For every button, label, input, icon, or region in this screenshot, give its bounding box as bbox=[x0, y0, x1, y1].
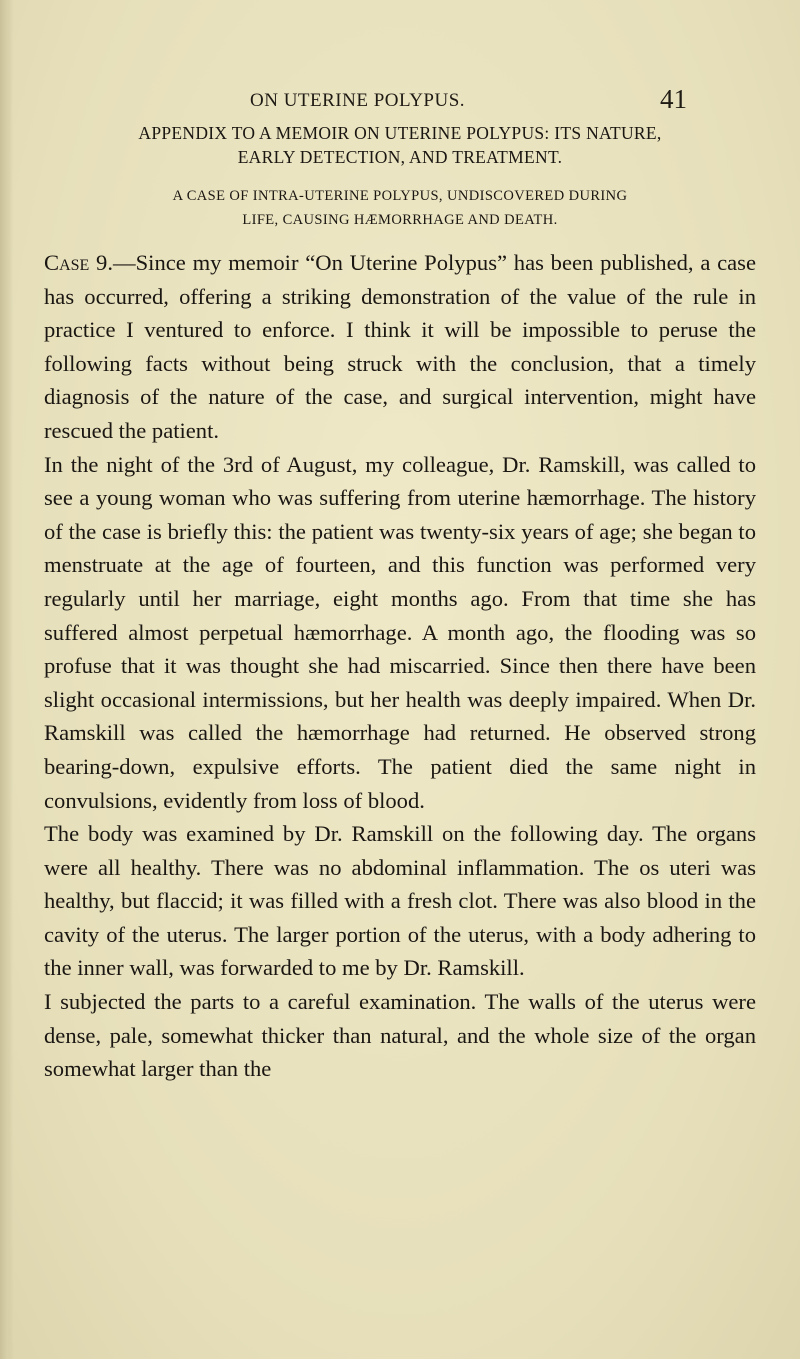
paragraph-examination: The body was examined by Dr. Ramskill on the following day. The organs were all healthy. There was no abdominal inflammation. The os uteri was healthy, but flaccid; it was filled with a fresh clot. There was also blood in the cavity of the uterus. The larger portion of the uterus, with a body adhering to the inner wall, was forwarded to me by Dr. Ramskill. bbox=[44, 821, 756, 981]
case-heading-line-2: LIFE, CAUSING HÆMORRHAGE AND DEATH. bbox=[242, 212, 558, 228]
page-number: 41 bbox=[660, 84, 687, 114]
page-binding-edge bbox=[0, 0, 12, 1359]
case-heading-line-1: A CASE OF INTRA-UTERINE POLYPUS, UNDISCOVERED DURING bbox=[172, 188, 628, 204]
paragraph-history: In the night of the 3rd of August, my colleague, Dr. Ramskill, was called to see a young woman who was suffering from uterine hæmorrhage. The history of the case is briefly this: the patient was twenty-six years of age; she began to menstruate at the age of fourteen, and this function was performed very regularly until her marriage, eight months ago. From that time she has suffered almost perpetual hæmorrhage. A month ago, the flooding was so profuse that it was thought she had miscarried. Since then there have been slight occasional intermissions, but her health was deeply impaired. When Dr. Ramskill was called the hæmorrhage had returned. He observed strong bearing-down, expulsive efforts. The patient died the same night in convulsions, evidently from loss of blood. bbox=[44, 451, 756, 813]
appendix-title bbox=[44, 121, 756, 169]
appendix-title-line-2: EARLY DETECTION, AND TREATMENT. bbox=[237, 147, 563, 167]
paragraph-text: —Since my memoir “On Uterine Polypus” has been published, a case has occurred, offering a striking demonstration of the value of the rule in practice I ventured to enforce. I think it will be impossible to peruse the following facts without being struck with the conclusion, that a timely diagnosis of the nature of the case, and surgical intervention, might have rescued the patient. bbox=[44, 250, 757, 443]
paragraph-case-9 bbox=[44, 246, 756, 448]
appendix-title-line-1: APPENDIX TO A MEMOIR ON UTERINE POLYPUS: ITS NATURE, bbox=[138, 123, 662, 143]
paragraph-careful-examination: I subjected the parts to a careful examination. The walls of the uterus were dense, pale, somewhat thicker than natural, and the whole size of the organ somewhat larger than the bbox=[44, 989, 756, 1082]
running-title: ON UTERINE POLYPUS. bbox=[250, 90, 466, 111]
case-label: Case 9. bbox=[44, 250, 114, 275]
page-content bbox=[44, 121, 756, 1086]
body-text bbox=[44, 246, 756, 1086]
case-heading bbox=[44, 184, 756, 232]
running-head bbox=[0, 84, 800, 120]
